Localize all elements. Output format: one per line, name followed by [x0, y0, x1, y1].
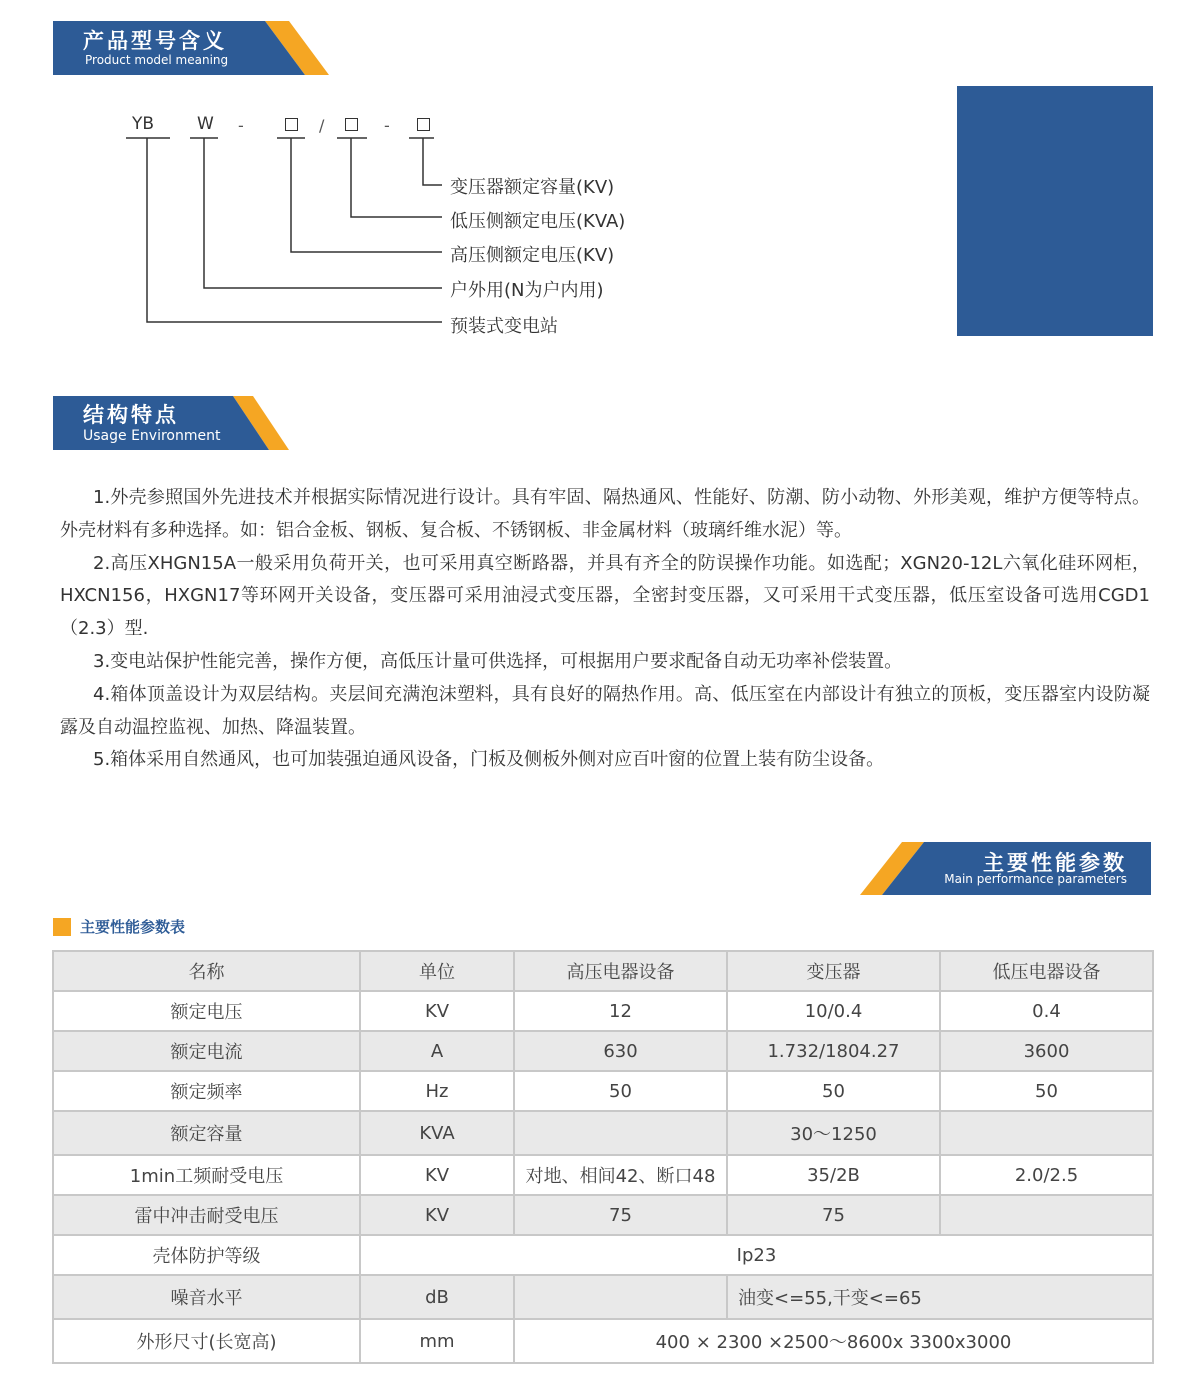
- table-cell: 雷中冲击耐受电压: [53, 1195, 360, 1235]
- table-cell: 1min工频耐受电压: [53, 1155, 360, 1195]
- table-cell: 400 × 2300 ×2500～8600x 3300x3000: [514, 1319, 1153, 1363]
- section-title-en: Main performance parameters: [944, 872, 1127, 886]
- table-cell: 50: [514, 1071, 727, 1111]
- table-row: [53, 1195, 1153, 1235]
- model-code-dash: -: [384, 116, 390, 135]
- table-cell: 油变<=55,干变<=65: [727, 1275, 1153, 1319]
- table-header-cell: 高压电器设备: [514, 951, 727, 991]
- model-code-w: W: [197, 114, 214, 134]
- product-image-placeholder: [957, 86, 1153, 336]
- table-cell: 50: [727, 1071, 940, 1111]
- section-header-structure: [53, 396, 293, 450]
- table-cell: KV: [360, 1195, 514, 1235]
- model-code-diagram: [110, 110, 710, 350]
- table-cell: 噪音水平: [53, 1275, 360, 1319]
- model-code-dash: -: [238, 116, 244, 135]
- table-cell: 30～1250: [727, 1111, 940, 1155]
- section-title-cn: 产品型号含义: [83, 29, 227, 53]
- table-row: [53, 1235, 1153, 1275]
- feature-paragraph: 4.箱体顶盖设计为双层结构。夹层间充满泡沫塑料，具有良好的隔热作用。高、低压室在内部设计有独立的顶板，变压器室内设防凝露及自动温控监视、加热、降温装置。: [60, 683, 1150, 738]
- table-cell: 额定电压: [53, 991, 360, 1031]
- table-caption-label: 主要性能参数表: [80, 918, 186, 936]
- table-cell: 壳体防护等级: [53, 1235, 360, 1275]
- table-cell: Ip23: [360, 1235, 1153, 1275]
- params-table: [52, 950, 1154, 1364]
- feature-paragraph: 3.变电站保护性能完善，操作方便，高低压计量可供选择，可根据用户要求配备自动无功率补偿装置。: [93, 650, 903, 672]
- feature-paragraph: 1.外壳参照国外先进技术并根据实际情况进行设计。具有牢固、隔热通风、性能好、防潮、防小动物、外形美观，维护方便等特点。外壳材料有多种选择。如：铝合金板、钢板、复合板、不锈钢板、非金属材料（玻璃纤维水泥）等。: [60, 487, 1150, 541]
- table-cell: 50: [940, 1071, 1153, 1111]
- table-cell: 外形尺寸(长宽高): [53, 1319, 360, 1363]
- table-cell: 75: [727, 1195, 940, 1235]
- table-cell: 对地、相间42、断口48: [514, 1155, 727, 1195]
- table-cell: [940, 1111, 1153, 1155]
- model-legend-high-voltage: 高压侧额定电压(KV): [450, 245, 615, 266]
- table-header-cell: 单位: [360, 951, 514, 991]
- table-cell: 10/0.4: [727, 991, 940, 1031]
- table-row: [53, 1071, 1153, 1111]
- table-cell: 额定电流: [53, 1031, 360, 1071]
- caption-marker-icon: [53, 918, 71, 936]
- table-cell: KV: [360, 1155, 514, 1195]
- table-cell: 75: [514, 1195, 727, 1235]
- section-header-model: [53, 21, 333, 75]
- table-cell: 额定容量: [53, 1111, 360, 1155]
- section-title-en: Usage Environment: [83, 428, 221, 444]
- section-title-cn: 主要性能参数: [983, 851, 1127, 875]
- model-code-slash: /: [319, 116, 325, 135]
- table-row: [53, 1111, 1153, 1155]
- table-row: [53, 1155, 1153, 1195]
- table-cell: mm: [360, 1319, 514, 1363]
- model-legend-low-voltage: 低压侧额定电压(KVA): [450, 211, 626, 232]
- table-cell: 1.732/1804.27: [727, 1031, 940, 1071]
- model-legend-outdoor: 户外用(N为户内用): [450, 280, 604, 301]
- table-cell: A: [360, 1031, 514, 1071]
- section-title-en: Product model meaning: [85, 53, 229, 67]
- table-cell: KVA: [360, 1111, 514, 1155]
- model-legend-prefab-substation: 预装式变电站: [450, 316, 558, 337]
- table-cell: [514, 1111, 727, 1155]
- feature-paragraph: 5.箱体采用自然通风，也可加装强迫通风设备，门板及侧板外侧对应百叶窗的位置上装有防尘设备。: [93, 749, 885, 771]
- table-header-cell: 低压电器设备: [940, 951, 1153, 991]
- table-cell: 0.4: [940, 991, 1153, 1031]
- table-header-cell: 变压器: [727, 951, 940, 991]
- table-cell: 35/2B: [727, 1155, 940, 1195]
- table-cell: dB: [360, 1275, 514, 1319]
- table-cell: [940, 1195, 1153, 1235]
- features-text: [60, 482, 1150, 777]
- table-cell: 12: [514, 991, 727, 1031]
- table-cell: [514, 1275, 727, 1319]
- feature-paragraph: 2.高压XHGN15A一般采用负荷开关，也可采用真空断路器，并具有齐全的防误操作功能。如选配；XGN20-12L六氧化硅环网柜，HXCN156，HXGN17等环网开关设备，变压器可采用油浸式变压器，全密封变压器，又可采用干式变压器，低压室设备可选用CGD1（2.3）型.: [60, 552, 1150, 640]
- table-row: [53, 1031, 1153, 1071]
- table-row: [53, 991, 1153, 1031]
- table-cell: 3600: [940, 1031, 1153, 1071]
- table-caption: [53, 916, 185, 937]
- model-code-yb: YB: [132, 114, 155, 134]
- table-cell: 2.0/2.5: [940, 1155, 1153, 1195]
- table-cell: Hz: [360, 1071, 514, 1111]
- table-header-cell: 名称: [53, 951, 360, 991]
- section-title-cn: 结构特点: [83, 403, 179, 427]
- model-legend-capacity: 变压器额定容量(KV): [450, 177, 615, 198]
- section-header-params: [860, 842, 1151, 896]
- table-cell: 630: [514, 1031, 727, 1071]
- table-cell: KV: [360, 991, 514, 1031]
- table-row: [53, 1319, 1153, 1363]
- table-row: [53, 1275, 1153, 1319]
- table-cell: 额定频率: [53, 1071, 360, 1111]
- table-header-row: [53, 951, 1153, 991]
